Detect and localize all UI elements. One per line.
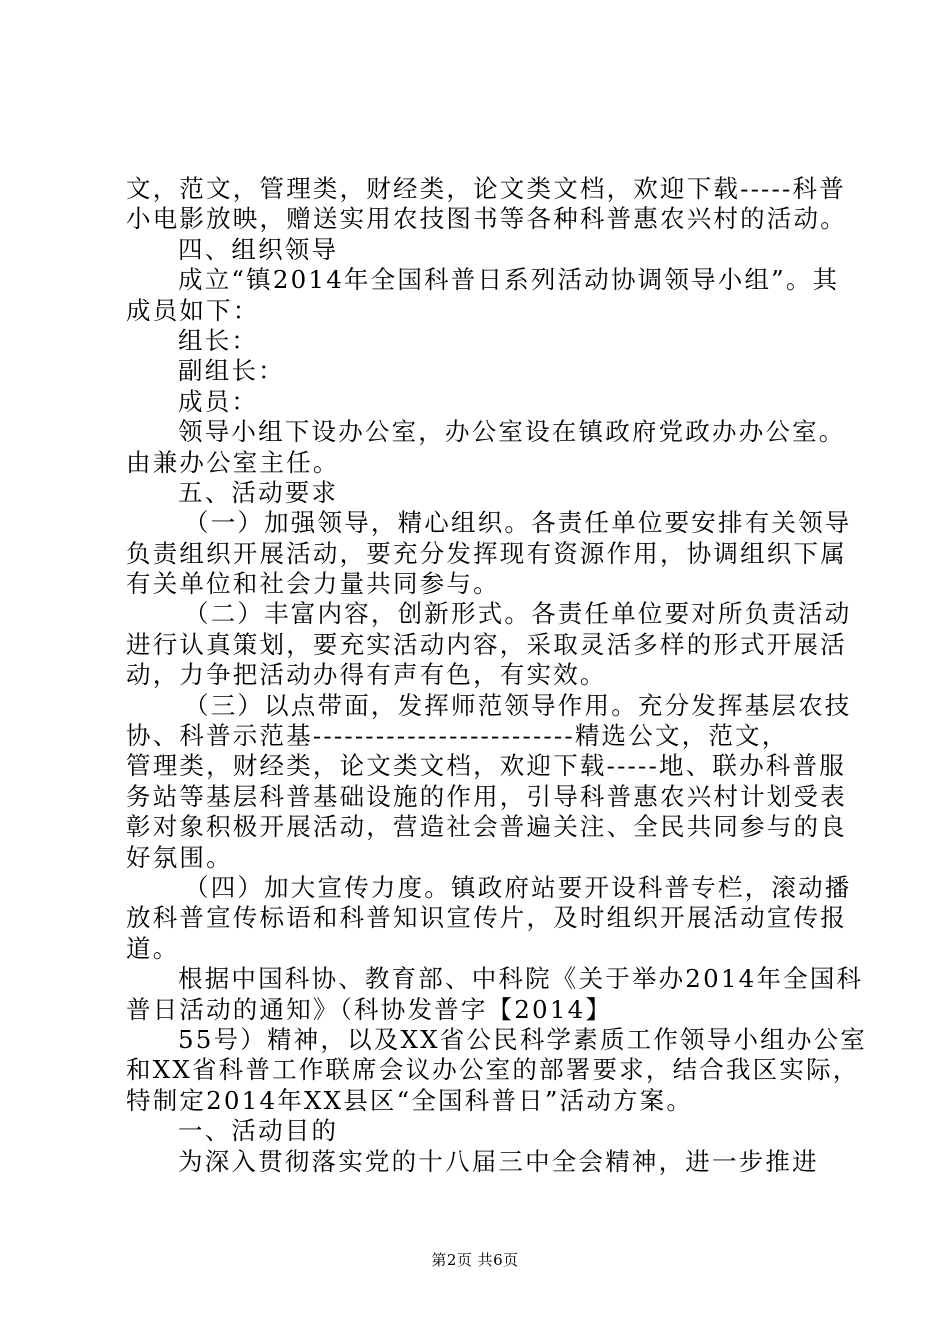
text-line: 进行认真策划，要充实活动内容，采取灵活多样的形式开展活	[126, 629, 847, 659]
text-line: 有关单位和社会力量共同参与。	[126, 569, 500, 599]
text-line: 领导小组下设办公室，办公室设在镇政府党政办办公室。	[178, 417, 846, 447]
text-line: 协、科普示范基-------------------------精选公文，范文，	[126, 721, 789, 751]
text-line: 放科普宣传标语和科普知识宣传片，及时组织开展活动宣传报	[126, 903, 847, 933]
text-line: 和XX省科普工作联席会议办公室的部署要求，结合我区实际，	[126, 1055, 860, 1085]
section-heading: 一、活动目的	[178, 1116, 339, 1146]
text-line: 文，范文，管理类，财经类，论文类文档，欢迎下载-----科普	[126, 174, 846, 203]
page-number-footer: 第2页 共6页	[431, 1251, 519, 1269]
text-line: 好氛围。	[126, 842, 233, 872]
text-line: 组长：	[178, 325, 259, 355]
text-line: （二）丰富内容，创新形式。各责任单位要对所负责活动	[184, 599, 852, 629]
text-line: 特制定2014年XX县区“全国科普日”活动方案。	[126, 1085, 694, 1115]
text-line: （一）加强领导，精心组织。各责任单位要安排有关领导	[184, 508, 852, 538]
text-line: 副组长：	[178, 356, 285, 386]
text-line: 动，力争把活动办得有声有色，有实效。	[126, 660, 607, 690]
text-line: 成员：	[178, 386, 259, 416]
text-line: 55号）精神，以及XX省公民科学素质工作领导小组办公室	[178, 1024, 867, 1054]
text-line: 根据中国科协、教育部、中科院《关于举办2014年全国科	[178, 964, 864, 994]
text-line: 负责组织开展活动，要充分发挥现有资源作用，协调组织下属	[126, 538, 847, 568]
text-line: 成立“镇2014年全国科普日系列活动协调领导小组”。其	[178, 265, 840, 295]
section-heading: 四、组织领导	[178, 234, 339, 264]
text-line: 道。	[126, 933, 180, 963]
text-line: 成员如下：	[126, 295, 260, 325]
text-line: 普日活动的通知》（科协发普字【2014】	[126, 994, 613, 1024]
text-line: （四）加大宣传力度。镇政府站要开设科普专栏，滚动播	[184, 872, 852, 902]
text-line: 彰对象积极开展活动，营造社会普遍关注、全民共同参与的良	[126, 812, 847, 842]
text-line: 由兼办公室主任。	[126, 447, 340, 477]
text-line: 小电影放映，赠送实用农技图书等各种科普惠农兴村的活动。	[126, 204, 847, 234]
text-line: 管理类，财经类，论文类文档，欢迎下载-----地、联办科普服	[126, 751, 846, 781]
text-line: 务站等基层科普基础设施的作用，引导科普惠农兴村计划受表	[126, 781, 847, 811]
document-body	[126, 174, 867, 1177]
text-line: 为深入贯彻落实党的十八届三中全会精神，进一步推进	[178, 1146, 819, 1176]
text-line: （三）以点带面，发挥师范领导作用。充分发挥基层农技	[184, 690, 852, 720]
section-heading: 五、活动要求	[178, 477, 339, 507]
